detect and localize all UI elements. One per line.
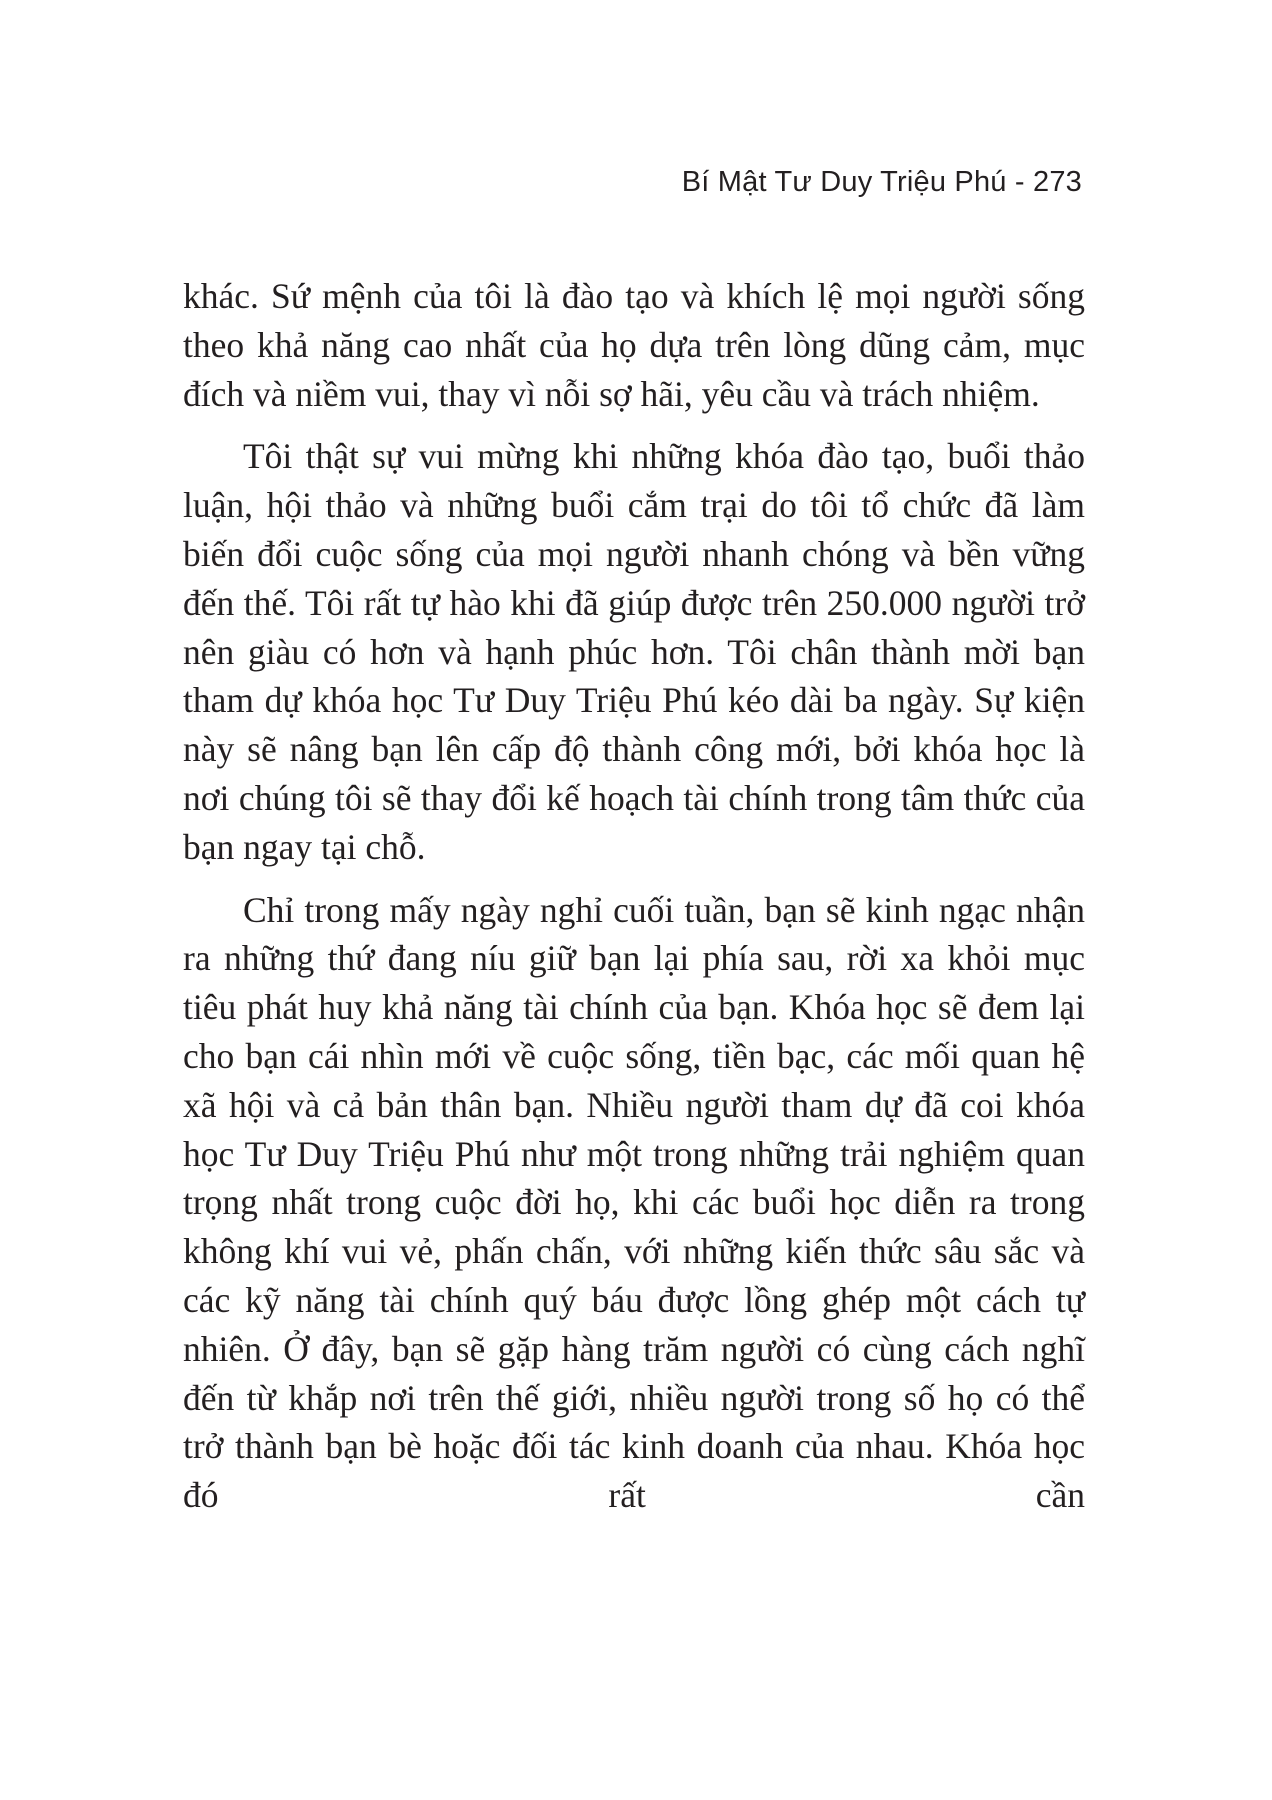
page-number: 273 — [1033, 166, 1082, 198]
header-separator: - — [1014, 166, 1025, 198]
running-title: Bí Mật Tư Duy Triệu Phú — [681, 166, 1007, 198]
page-body — [183, 272, 1085, 1534]
paragraph-3: Chỉ trong mấy ngày nghỉ cuối tuần, bạn sẽ kinh ngạc nhận ra những thứ đang níu giữ bạn lại phía sau, rời xa khỏi mục tiêu phát huy khả năng tài chính của bạn. Khóa học sẽ đem lại cho bạn cái nhìn mới về cuộc sống, tiền bạc, các mối quan hệ xã hội và cả bản thân bạn. Nhiều người tham dự đã coi khóa học Tư Duy Triệu Phú như một trong những trải nghiệm quan trọng nhất trong cuộc đời họ, khi các buổi học diễn ra trong không khí vui vẻ, phấn chấn, với những kiến thức sâu sắc và các kỹ năng tài chính quý báu được lồng ghép một cách tự nhiên. Ở đây, bạn sẽ gặp hàng trăm người có cùng cách nghĩ đến từ khắp nơi trên thế giới, nhiều người trong số họ có thể trở thành bạn bè hoặc đối tác kinh doanh của nhau. Khóa học đó rất cần — [183, 889, 1085, 1516]
running-header — [682, 166, 1082, 199]
paragraph-2: Tôi thật sự vui mừng khi những khóa đào tạo, buổi thảo luận, hội thảo và những buổi cắm trại do tôi tổ chức đã làm biến đổi cuộc sống của mọi người nhanh chóng và bền vững đến thế. Tôi rất tự hào khi đã giúp được trên 250.000 người trở nên giàu có hơn và hạnh phúc hơn. Tôi chân thành mời bạn tham dự khóa học Tư Duy Triệu Phú kéo dài ba ngày. Sự kiện này sẽ nâng bạn lên cấp độ thành công mới, bởi khóa học là nơi chúng tôi sẽ thay đổi kế hoạch tài chính trong tâm thức của bạn ngay tại chỗ. — [183, 436, 1085, 867]
paragraph-1: khác. Sứ mệnh của tôi là đào tạo và khích lệ mọi người sống theo khả năng cao nhất của họ dựa trên lòng dũng cảm, mục đích và niềm vui, thay vì nỗi sợ hãi, yêu cầu và trách nhiệm. — [183, 276, 1085, 414]
